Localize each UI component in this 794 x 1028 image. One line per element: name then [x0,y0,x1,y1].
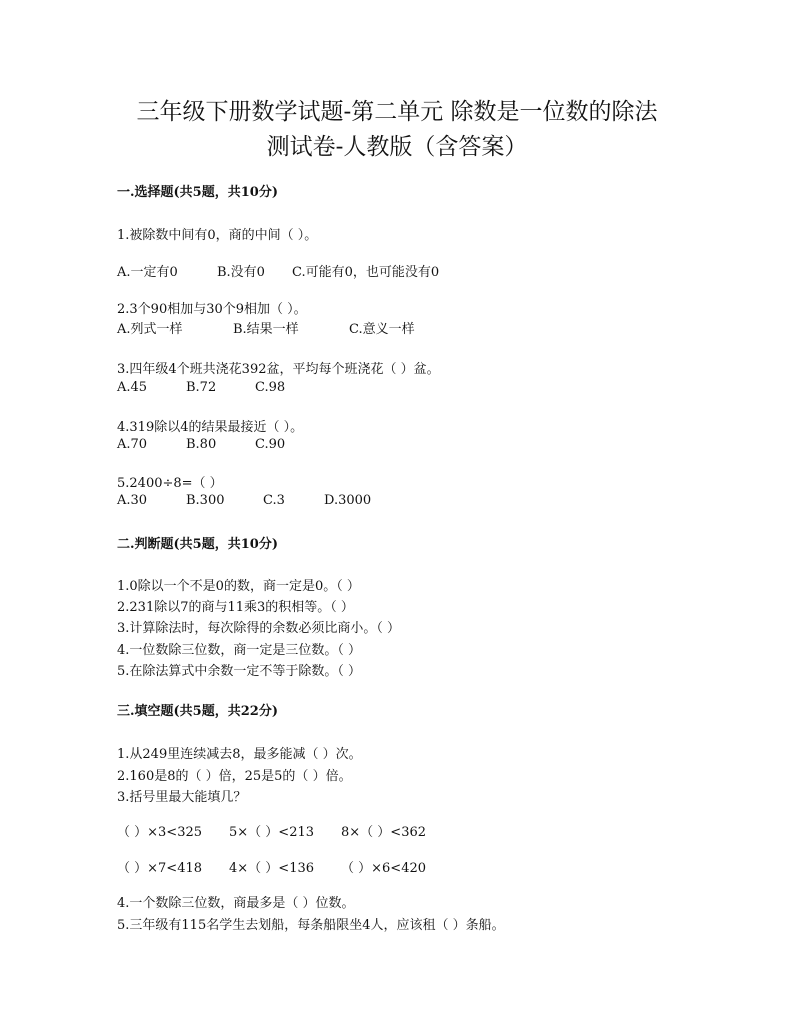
section-heading-judgement: 二.判断题(共5题，共10分) [117,537,278,552]
fill-item-1: 1.从249里连续减去8，最多能减（ ）次。 [117,747,362,762]
option-b: B.72 [186,380,217,395]
fill-item-2: 2.160是8的（ ）倍，25是5的（ ）倍。 [117,769,352,784]
judgement-item-2: 2.231除以7的商与11乘3的积相等。（ ） [117,600,354,615]
question-2-options [117,318,415,337]
document-title-line-1: 三年级下册数学试题-第二单元 除数是一位数的除法 [136,99,658,125]
section-heading-fill-blank: 三.填空题(共5题，共22分) [117,704,278,719]
option-a: A.列式一样 [117,322,183,337]
question-5-options [117,493,371,508]
fill-expression: （ ）×3<325 [117,825,203,840]
option-c: C.90 [255,437,286,452]
judgement-item-5: 5.在除法算式中余数一定不等于除数。（ ） [117,664,362,679]
fill-row-2 [117,857,426,876]
option-a: A.一定有0 [117,265,178,280]
option-b: B.结果一样 [233,322,299,337]
option-c: C.3 [263,493,285,508]
option-b: B.没有0 [217,265,265,280]
fill-row-1 [117,821,426,840]
fill-expression: 8×（ ）<362 [341,825,427,840]
question-1-options [117,261,439,280]
question-4-options [117,437,285,452]
question-3: 3.四年级4个班共浇花392盆，平均每个班浇花（ ）盆。 [117,362,440,377]
option-b: B.80 [186,437,217,452]
judgement-item-4: 4.一位数除三位数，商一定是三位数。（ ） [117,643,362,658]
fill-item-5: 5.三年级有115名学生去划船，每条船限坐4人，应该租（ ）条船。 [117,918,505,933]
fill-expression: 4×（ ）<136 [229,861,315,876]
judgement-item-1: 1.0除以一个不是0的数，商一定是0。（ ） [117,579,360,594]
option-c: C.98 [255,380,286,395]
option-b: B.300 [186,493,225,508]
question-5: 5.2400÷8=（ ） [117,476,223,491]
question-4: 4.319除以4的结果最接近（ ）。 [117,420,304,435]
fill-item-4: 4.一个数除三位数，商最多是（ ）位数。 [117,896,355,911]
option-d: D.3000 [324,493,372,508]
fill-item-3: 3.括号里最大能填几？ [117,790,247,805]
option-a: A.30 [117,493,148,508]
question-1: 1.被除数中间有0，商的中间（ ）。 [117,228,318,243]
question-2: 2.3个90相加与30个9相加（ ）。 [117,302,307,317]
judgement-item-3: 3.计算除法时，每次除得的余数必须比商小。（ ） [117,621,401,636]
option-a: A.70 [117,437,148,452]
question-3-options [117,380,285,395]
section-heading-choice: 一.选择题(共5题，共10分) [117,185,278,200]
option-c: C.可能有0，也可能没有0 [292,265,440,280]
fill-expression: 5×（ ）<213 [229,825,315,840]
option-c: C.意义一样 [349,322,415,337]
document-title-line-2: 测试卷-人教版（含答案） [266,134,528,160]
fill-expression: （ ）×7<418 [117,861,203,876]
option-a: A.45 [117,380,148,395]
fill-expression: （ ）×6<420 [341,861,427,876]
